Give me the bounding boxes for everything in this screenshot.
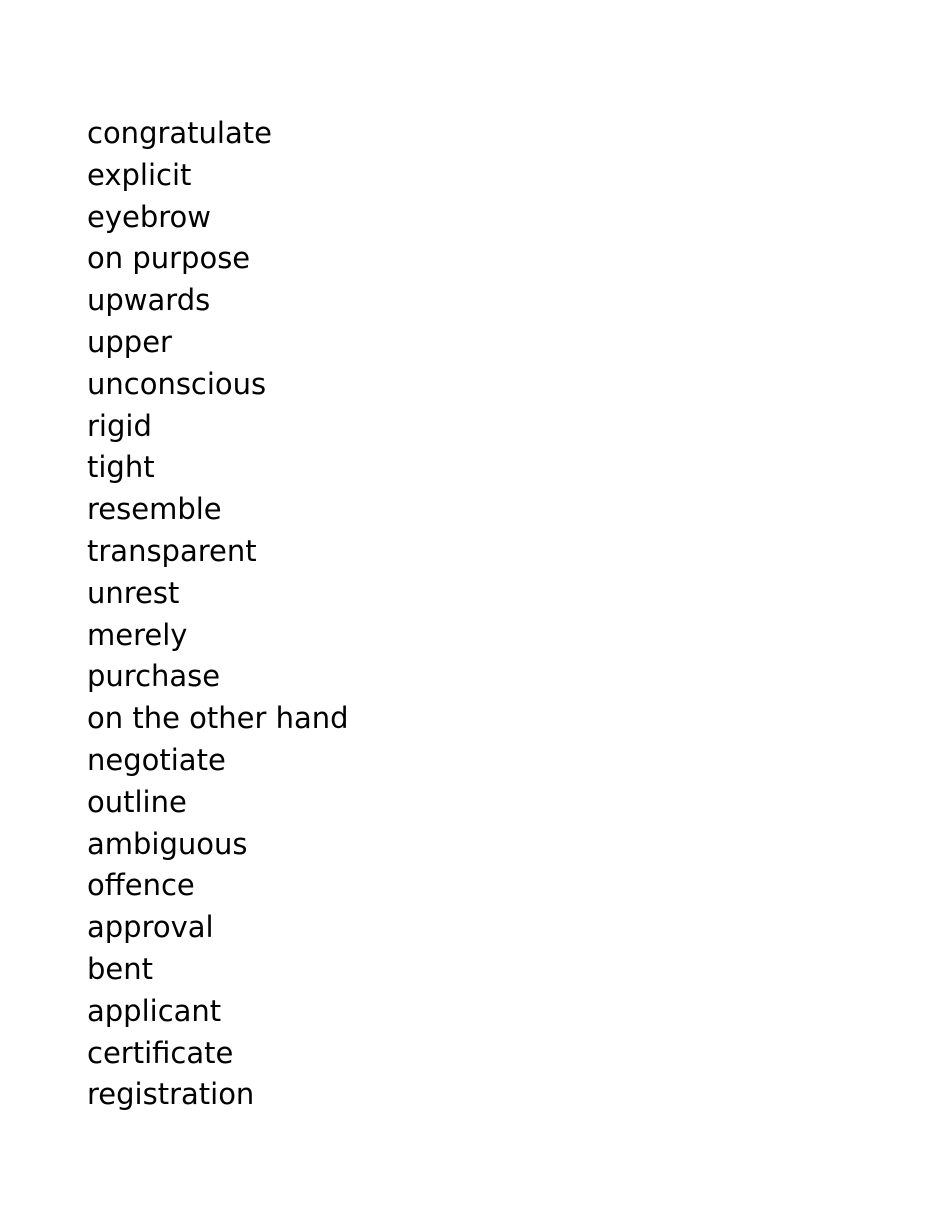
list-item: on the other hand — [87, 701, 349, 736]
list-item: rigid — [87, 408, 152, 443]
list-item: ambiguous — [87, 826, 248, 861]
list-item: unconscious — [87, 366, 267, 401]
list-item: purchase — [87, 659, 221, 694]
list-item: congratulate — [87, 116, 272, 150]
list-item: upper — [87, 324, 172, 359]
list-item: tight — [87, 450, 155, 485]
list-item: merely — [87, 617, 188, 652]
list-item: negotiate — [87, 742, 226, 777]
list-item: resemble — [87, 492, 222, 527]
list-item: approval — [87, 910, 214, 945]
list-item: outline — [87, 784, 187, 819]
list-item: explicit — [87, 157, 192, 192]
list-item: upwards — [87, 283, 211, 318]
vocabulary-list — [87, 113, 349, 1116]
list-item: bent — [87, 951, 154, 986]
list-item: offence — [87, 868, 195, 903]
list-item: registration — [87, 1077, 255, 1112]
list-item: applicant — [87, 993, 222, 1028]
list-item: transparent — [87, 533, 257, 568]
list-item: certificate — [87, 1035, 234, 1070]
list-item: eyebrow — [87, 199, 212, 234]
list-item: on purpose — [87, 241, 251, 276]
list-item: unrest — [87, 575, 180, 610]
